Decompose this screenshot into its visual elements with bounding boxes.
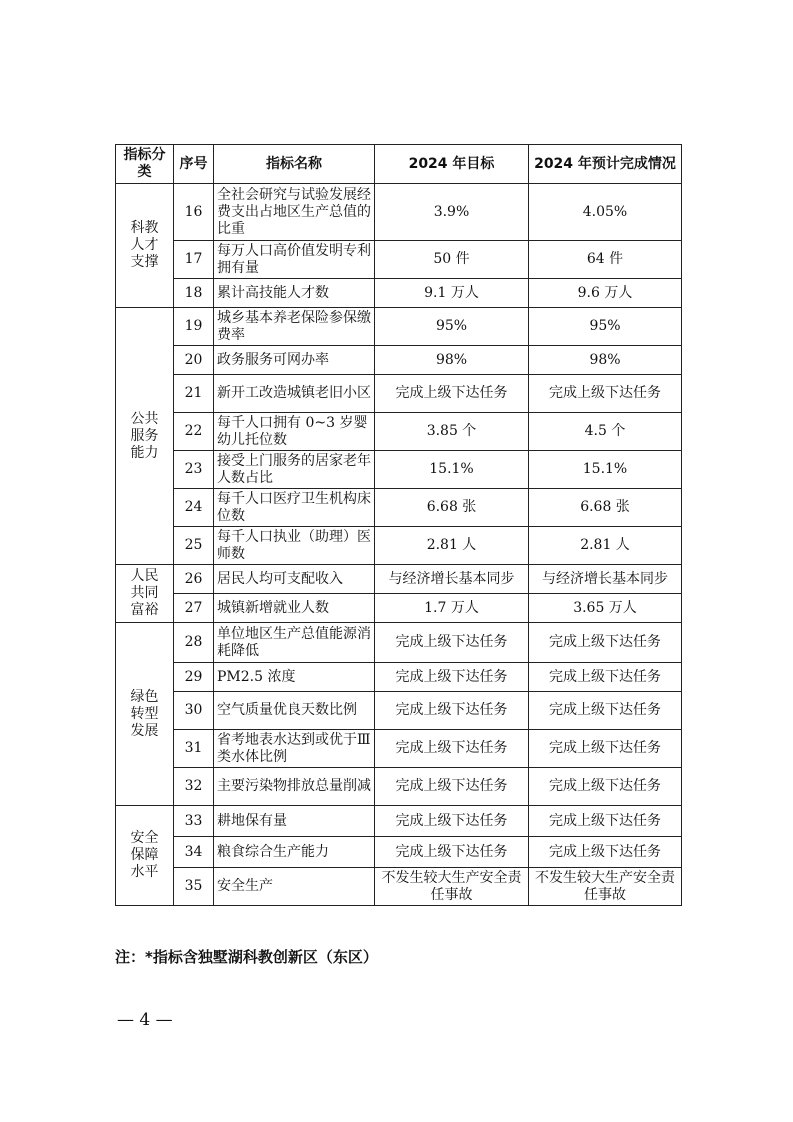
indicator-name: PM2.5 浓度	[214, 663, 375, 692]
target-value: 完成上级下达任务	[375, 623, 529, 663]
target-value: 3.9%	[375, 184, 529, 241]
row-number: 30	[174, 692, 214, 730]
row-number: 21	[174, 375, 214, 413]
table-row	[116, 868, 682, 906]
expected-value: 98%	[529, 346, 682, 375]
expected-value: 完成上级下达任务	[529, 692, 682, 730]
header-name: 指标名称	[214, 145, 375, 184]
table-row	[116, 241, 682, 279]
target-value: 3.85 个	[375, 413, 529, 451]
header-target: 2024 年目标	[375, 145, 529, 184]
row-number: 34	[174, 837, 214, 868]
row-number: 32	[174, 768, 214, 806]
expected-value: 6.68 张	[529, 489, 682, 527]
row-number: 17	[174, 241, 214, 279]
category-cell: 科教 人才 支撑	[116, 184, 174, 308]
indicator-name: 接受上门服务的居家老年人数占比	[214, 451, 375, 489]
indicator-name: 新开工改造城镇老旧小区	[214, 375, 375, 413]
row-number: 26	[174, 565, 214, 594]
category-cell: 安全 保障 水平	[116, 806, 174, 906]
table-row	[116, 730, 682, 768]
indicator-name: 每千人口执业（助理）医师数	[214, 527, 375, 565]
indicator-name: 每万人口高价值发明专利拥有量	[214, 241, 375, 279]
table-row	[116, 663, 682, 692]
expected-value: 15.1%	[529, 451, 682, 489]
indicator-name: 累计高技能人才数	[214, 279, 375, 308]
indicator-name: 粮食综合生产能力	[214, 837, 375, 868]
indicator-name: 政务服务可网办率	[214, 346, 375, 375]
table-row	[116, 623, 682, 663]
expected-value: 完成上级下达任务	[529, 730, 682, 768]
expected-value: 4.05%	[529, 184, 682, 241]
row-number: 22	[174, 413, 214, 451]
expected-value: 不发生较大生产安全责任事故	[529, 868, 682, 906]
indicator-name: 城乡基本养老保险参保缴费率	[214, 308, 375, 346]
indicator-name: 每千人口医疗卫生机构床位数	[214, 489, 375, 527]
target-value: 完成上级下达任务	[375, 692, 529, 730]
row-number: 29	[174, 663, 214, 692]
header-expected: 2024 年预计完成情况	[529, 145, 682, 184]
table-row	[116, 346, 682, 375]
table-row	[116, 837, 682, 868]
target-value: 不发生较大生产安全责任事故	[375, 868, 529, 906]
indicator-name: 城镇新增就业人数	[214, 594, 375, 623]
table-row	[116, 692, 682, 730]
row-number: 27	[174, 594, 214, 623]
expected-value: 完成上级下达任务	[529, 806, 682, 837]
category-cell: 公共 服务 能力	[116, 308, 174, 565]
table-row	[116, 279, 682, 308]
target-value: 50 件	[375, 241, 529, 279]
indicator-name: 全社会研究与试验发展经费支出占地区生产总值的比重	[214, 184, 375, 241]
category-cell: 人民 共同 富裕	[116, 565, 174, 623]
table-row	[116, 594, 682, 623]
row-number: 24	[174, 489, 214, 527]
target-value: 完成上级下达任务	[375, 375, 529, 413]
table-row	[116, 375, 682, 413]
indicator-name: 单位地区生产总值能源消耗降低	[214, 623, 375, 663]
table-row	[116, 413, 682, 451]
expected-value: 完成上级下达任务	[529, 623, 682, 663]
table-row	[116, 489, 682, 527]
table-row	[116, 768, 682, 806]
target-value: 1.7 万人	[375, 594, 529, 623]
indicator-name: 空气质量优良天数比例	[214, 692, 375, 730]
row-number: 31	[174, 730, 214, 768]
target-value: 与经济增长基本同步	[375, 565, 529, 594]
table-row	[116, 565, 682, 594]
row-number: 16	[174, 184, 214, 241]
indicator-name: 安全生产	[214, 868, 375, 906]
table-row	[116, 184, 682, 241]
target-value: 完成上级下达任务	[375, 806, 529, 837]
expected-value: 3.65 万人	[529, 594, 682, 623]
indicator-name: 每千人口拥有 0~3 岁婴幼儿托位数	[214, 413, 375, 451]
expected-value: 95%	[529, 308, 682, 346]
target-value: 9.1 万人	[375, 279, 529, 308]
header-number: 序号	[174, 145, 214, 184]
expected-value: 64 件	[529, 241, 682, 279]
expected-value: 2.81 人	[529, 527, 682, 565]
footnote: 注：*指标含独墅湖科教创新区（东区）	[115, 948, 378, 966]
row-number: 28	[174, 623, 214, 663]
row-number: 19	[174, 308, 214, 346]
target-value: 完成上级下达任务	[375, 837, 529, 868]
expected-value: 完成上级下达任务	[529, 837, 682, 868]
target-value: 95%	[375, 308, 529, 346]
target-value: 6.68 张	[375, 489, 529, 527]
target-value: 2.81 人	[375, 527, 529, 565]
target-value: 完成上级下达任务	[375, 663, 529, 692]
category-cell: 绿色 转型 发展	[116, 623, 174, 806]
expected-value: 与经济增长基本同步	[529, 565, 682, 594]
target-value: 完成上级下达任务	[375, 768, 529, 806]
indicator-name: 省考地表水达到或优于Ⅲ类水体比例	[214, 730, 375, 768]
target-value: 98%	[375, 346, 529, 375]
row-number: 35	[174, 868, 214, 906]
indicator-table	[115, 144, 682, 906]
row-number: 23	[174, 451, 214, 489]
table-body	[116, 184, 682, 906]
target-value: 完成上级下达任务	[375, 730, 529, 768]
expected-value: 4.5 个	[529, 413, 682, 451]
header-category: 指标分类	[116, 145, 174, 184]
table-row	[116, 308, 682, 346]
expected-value: 完成上级下达任务	[529, 768, 682, 806]
row-number: 33	[174, 806, 214, 837]
table-row	[116, 451, 682, 489]
indicator-name: 居民人均可支配收入	[214, 565, 375, 594]
table-row	[116, 806, 682, 837]
page-number: — 4 —	[117, 1010, 173, 1030]
row-number: 20	[174, 346, 214, 375]
row-number: 25	[174, 527, 214, 565]
table-header-row	[116, 145, 682, 184]
table-row	[116, 527, 682, 565]
indicator-name: 主要污染物排放总量削减	[214, 768, 375, 806]
row-number: 18	[174, 279, 214, 308]
target-value: 15.1%	[375, 451, 529, 489]
expected-value: 完成上级下达任务	[529, 375, 682, 413]
expected-value: 完成上级下达任务	[529, 663, 682, 692]
indicator-name: 耕地保有量	[214, 806, 375, 837]
expected-value: 9.6 万人	[529, 279, 682, 308]
